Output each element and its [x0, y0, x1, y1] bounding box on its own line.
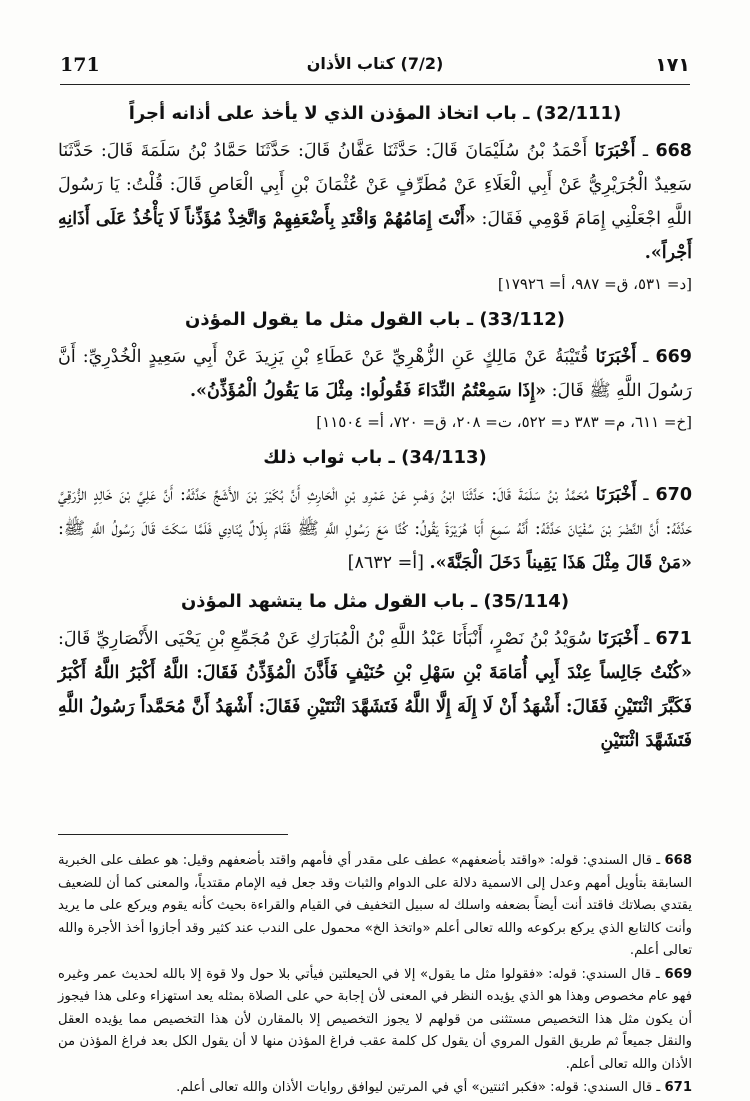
footnotes [58, 850, 692, 1101]
running-title: (7/2) كتاب الأذان [306, 54, 444, 73]
footnote [58, 964, 692, 1077]
hadith-matn: «كُنْتُ جَالِساً عِنْدَ أَبِي أُمَامَةَ بْنِ سَهْلِ بْنِ حُنَيْفٍ فَأَذَّنَ الْمُؤَذِّنُ فَقَالَ: اللَّهُ أَكْبَرُ اللَّهُ أَكْبَرُ فَكَبَّرَ اثْنَتَيْنِ فَقَالَ: أَشْهَدُ أَنْ لَا إِلَهَ إِلَّا اللَّهُ فَتَشَهَّدَ اثْنَتَيْنِ فَقَالَ: أَشْهَدُ أَنَّ مُحَمَّداً رَسُولُ اللَّهِ فَتَشَهَّدَ اثْنَتَيْنِ [58, 663, 692, 751]
hadith-isnad: سُوَيْدُ بْنُ نَصْرٍ، أَنْبَأَنَا عَبْدُ اللَّهِ بْنُ الْمُبَارَكِ عَنْ مُجَمِّعِ بْنِ يَحْيَى الأَنْصَارِيِّ قَالَ: [58, 629, 592, 649]
hadith-opening: أَخْبَرَنَا [594, 141, 636, 161]
hadith-opening: أَخْبَرَنَا [595, 485, 637, 505]
page-number-arabic: ١٧١ [655, 54, 690, 76]
hadith-matn: «أَنْتَ إِمَامُهُمْ وَاقْتَدِ بِأَضْعَفِهِمْ وَاتَّخِذْ مُؤَذِّناً لَا يَأْخُذُ عَلَى أَذَانِهِ أَجْراً». [58, 209, 692, 263]
footnote-text: ـ قال السندي: قوله: «واقتد بأضعفهم» عطف على مقدر أي فأمهم واقتد بأضعفهم وقيل: هو عطف على الخبرية السابقة بتأويل أمهم وعدل إلى الاسمية دلالة على الدوام والثبات وقد جعل فيه الإمام مقتدياً، والمعنى كما أن للضعيف يقتدي بصلاتك فاقتد أنت أيضاً بضعفه واسلك له سبيل التخفيف في القيام والقراءة بحيث كأنه يقوم ويركع على ما يريد وأنت كالتابع الذي يركع بركوعه والله تعالى أعلم «واتخذ الخ» محمول على الندب عند كثير وقد أجازوا أخذ الأجرة والله تعالى أعلم. [58, 853, 692, 958]
hadith-isnad: مُحَمَّدُ بْنُ سَلَمَةَ قَالَ: حَدَّثَنَا ابْنُ وَهْبٍ عَنْ عَمْرِو بْنِ الْحَارِثِ أَنَّ بُكَيْرَ بْنَ الأَشَجِّ حَدَّثَهُ: أَنَّ عَلِيَّ بْنَ خَالِدٍ الزُّرَقِيَّ حَدَّثَهُ: أَنَّ النَّضْرَ بْنَ سُفْيَانَ حَدَّثَهُ: أَنَّهُ سَمِعَ أَبَا هُرَيْرَةَ يَقُولُ: كُنَّا مَعَ رَسُولِ اللَّهِ ﷺ فَقَامَ بِلَالٌ يُنَادِي فَلَمَّا سَكَتَ قَالَ رَسُولُ اللَّهِ ﷺ: [58, 485, 692, 539]
footnote-text: ـ قال السندي: قوله: «فقولوا مثل ما يقول» إلا في الحيعلتين فيأتي بلا حول ولا قوة إلا بالله لحديث عمر وغيره فهو عام مخصوص وهذا هو الذي يؤيده النظر في المعنى لأن إجابة حي على الصلاة بمثله يعد استهزاء وعلى هذا فيجوز أن يكون مثل هذا التخصيص مستثنى من قولهم لا يجوز التخصيص إلا بالمقارن لأن هذا التخصيص مما يؤيده العقل والنقل جميعاً ثم طريق القول المروي أن يقول كل كلمة عقب فراغ المؤذن منها لا أن يقول الكل بعد فراغ المؤذن من الأذان والله تعالى أعلم. [58, 966, 692, 1072]
footnote [58, 850, 692, 963]
hadith-isnad: قُتَيْبَةُ عَنْ مَالِكٍ عَنِ الزُّهْرِيِّ عَنْ عَطَاءِ بْنِ يَزِيدَ عَنْ أَبِي سَعِيدٍ الْخُدْرِيِّ: أَنَّ رَسُولَ اللَّهِ ﷺ قَالَ: [58, 347, 692, 401]
footnote-separator [58, 834, 288, 835]
chapter-title: (35/114) ـ باب القول مثل ما يتشهد المؤذن [180, 591, 570, 612]
hadith-reference: [د= ٥٣١، ق= ٩٨٧، أ= ١٧٩٢٦] [497, 275, 692, 293]
footnote [58, 1077, 692, 1100]
hadith-reference: [خ= ٦١١، م= ٣٨٣ د= ٥٢٢، ت= ٢٠٨، ق= ٧٢٠، أ= ١١٥٠٤] [316, 413, 692, 431]
footnote-number: 671 [664, 1080, 692, 1095]
page-number-latin: 171 [60, 54, 100, 76]
hadith-reference: [أ= ٨٦٣٢] [347, 553, 424, 573]
page-header [60, 48, 690, 84]
hadith-number: 669 [655, 347, 692, 367]
hadith-number: 668 [655, 141, 692, 161]
hadith-text: 670 ـ أَخْبَرَنَا مُحَمَّدُ بْنُ سَلَمَةَ قَالَ: حَدَّثَنَا ابْنُ وَهْبٍ عَنْ عَمْرِو بْنِ الْحَارِثِ أَنَّ بُكَيْرَ بْنَ الأَشَجِّ حَدَّثَهُ: أَنَّ عَلِيَّ بْنَ خَالِدٍ الزُّرَقِيَّ حَدَّثَهُ: أَنَّ النَّضْرَ بْنَ سُفْيَانَ حَدَّثَهُ: أَنَّهُ سَمِعَ أَبَا هُرَيْرَةَ يَقُولُ: كُنَّا مَعَ رَسُولِ اللَّهِ ﷺ فَقَامَ بِلَالٌ يُنَادِي فَلَمَّا سَكَتَ قَالَ رَسُولُ اللَّهِ ﷺ: «مَنْ قَالَ مِثْلَ هَذَا يَقِيناً دَخَلَ الْجَنَّةَ». [أ= ٨٦٣٢] [58, 485, 692, 573]
hadith-isnad: أَحْمَدُ بْنُ سُلَيْمَانَ قَالَ: حَدَّثَنَا عَفَّانُ قَالَ: حَدَّثَنَا حَمَّادُ بْنُ سَلَمَةَ قَالَ: حَدَّثَنَا سَعِيدٌ الْجُرَيْرِيُّ عَنْ أَبِي الْعَلَاءِ عَنْ مُطَرِّفٍ عَنْ عُثْمَانَ بْنِ أَبِي الْعَاصِ قَالَ: قُلْتُ: يَا رَسُولَ اللَّهِ اجْعَلْنِي إِمَامَ قَوْمِي فَقَالَ: [58, 141, 692, 229]
main-text [58, 92, 692, 758]
chapter-title: (33/112) ـ باب القول مثل ما يقول المؤذن [184, 309, 566, 330]
footnote-number: 669 [664, 966, 692, 982]
hadith-text: 669 ـ أَخْبَرَنَا قُتَيْبَةُ عَنْ مَالِكٍ عَنِ الزُّهْرِيِّ عَنْ عَطَاءِ بْنِ يَزِيدَ عَنْ أَبِي سَعِيدٍ الْخُدْرِيِّ: أَنَّ رَسُولَ اللَّهِ ﷺ قَالَ: «إِذَا سَمِعْتُمُ النِّدَاءَ فَقُولُوا: مِثْلَ مَا يَقُولُ الْمُؤَذِّنُ». [58, 347, 692, 401]
chapter-title: (32/111) ـ باب اتخاذ المؤذن الذي لا يأخذ على أذانه أجراً [128, 103, 622, 124]
hadith-number: 670 [655, 485, 692, 505]
hadith-matn: «إِذَا سَمِعْتُمُ النِّدَاءَ فَقُولُوا: مِثْلَ مَا يَقُولُ الْمُؤَذِّنُ». [189, 381, 547, 401]
hadith-opening: أَخْبَرَنَا [595, 347, 637, 367]
footnote-number: 668 [664, 853, 693, 868]
header-rule [60, 84, 690, 85]
hadith-opening: أَخْبَرَنَا [597, 629, 639, 649]
hadith-number: 671 [655, 629, 692, 649]
chapter-title: (34/113) ـ باب ثواب ذلك [263, 447, 487, 468]
hadith-text: 668 ـ أَخْبَرَنَا أَحْمَدُ بْنُ سُلَيْمَانَ قَالَ: حَدَّثَنَا عَفَّانُ قَالَ: حَدَّثَنَا حَمَّادُ بْنُ سَلَمَةَ قَالَ: حَدَّثَنَا سَعِيدٌ الْجُرَيْرِيُّ عَنْ أَبِي الْعَلَاءِ عَنْ مُطَرِّفٍ عَنْ عُثْمَانَ بْنِ أَبِي الْعَاصِ قَالَ: قُلْتُ: يَا رَسُولَ اللَّهِ اجْعَلْنِي إِمَامَ قَوْمِي فَقَالَ: «أَنْتَ إِمَامُهُمْ وَاقْتَدِ بِأَضْعَفِهِمْ وَاتَّخِذْ مُؤَذِّناً لَا يَأْخُذُ عَلَى أَذَانِهِ أَجْراً». [58, 141, 692, 263]
footnote-text: ـ قال السندي: قوله: «فكبر اثنتين» أي في المرتين ليوافق روايات الأذان والله تعالى أعلم. [176, 1080, 661, 1095]
hadith-matn: «مَنْ قَالَ مِثْلَ هَذَا يَقِيناً دَخَلَ الْجَنَّةَ». [429, 553, 692, 573]
hadith-text: 671 ـ أَخْبَرَنَا سُوَيْدُ بْنُ نَصْرٍ، أَنْبَأَنَا عَبْدُ اللَّهِ بْنُ الْمُبَارَكِ عَنْ مُجَمِّعِ بْنِ يَحْيَى الأَنْصَارِيِّ قَالَ: «كُنْتُ جَالِساً عِنْدَ أَبِي أُمَامَةَ بْنِ سَهْلِ بْنِ حُنَيْفٍ فَأَذَّنَ الْمُؤَذِّنُ فَقَالَ: اللَّهُ أَكْبَرُ اللَّهُ أَكْبَرُ فَكَبَّرَ اثْنَتَيْنِ فَقَالَ: أَشْهَدُ أَنْ لَا إِلَهَ إِلَّا اللَّهُ فَتَشَهَّدَ اثْنَتَيْنِ فَقَالَ: أَشْهَدُ أَنَّ مُحَمَّداً رَسُولُ اللَّهِ فَتَشَهَّدَ اثْنَتَيْنِ [58, 629, 692, 751]
